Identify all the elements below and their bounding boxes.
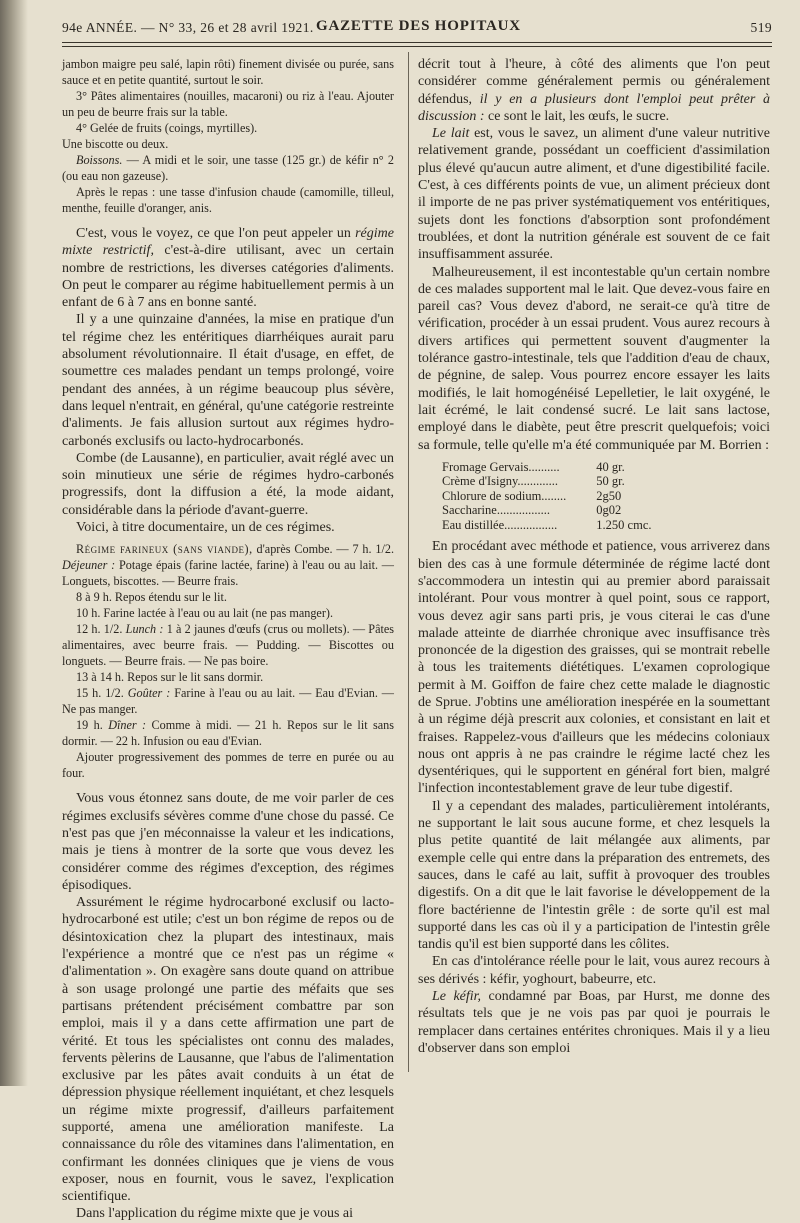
quantity: 50 gr. — [596, 474, 625, 489]
page-number: 519 — [750, 20, 772, 35]
text: est, vous le savez, un aliment d'une valeur nutritive relativement grande, possédant un coefficient d'assimilation plus élevé qu'aucun autre aliment, et d'une digestibilité facile. C'est, à ces différents points de vue, un aliment précieux dont il importe de ne pas priver systématiquement vos entéritiques, sujets dont les fonctions d'absorption sont profondément troublées, et dont la nutrition générale est souvent de ce fait insuffisamment assurée. — [418, 126, 770, 263]
paragraph — [418, 988, 770, 1057]
ingredient: Crème d'Isigny............. — [442, 474, 559, 489]
paragraph: Malheureusement, il est incontestable qu'un certain nombre de ces malades supportent mal le lait. Que devez-vous faire en pareil cas? Vous devez d'abord, ne serait-ce qu'à titre de vérification, procéder à un essai prudent. Vous aurez recours à divers artifices qui permettent souvent d'augmenter la tolérance gastro-intestinale, tels que l'addition d'eau de chaux, de pégnine, de salep. Vous pourrez encore essayer les laits modifiés, le lait homogénéisé Lepelletier, le lait oxygéné, le lait écrémé, le lait condensé sucré. Le lait sans lactose, employé dans le diabète, peut être prescrit quelquefois; voici sa formule, telle qu'elle m'a été communiquée par M. Borrien : — [418, 264, 770, 453]
emphasis: Le kéfir, — [432, 989, 482, 1005]
paragraph: Assurément le régime hydrocarboné exclusif ou lacto-hydrocarboné est utile; c'est un bon régime de repos ou de désintoxication chez la plupart des intestinaux, mais l'expérience a montré que ce n'est pas un régime « d'alimentation ». On exagère sans doute quand on attribue à son usage prolongé une partie des méfaits que ses partisans prétendent précisément combattre par son emploi, mais il y a dans cette affirmation une part de vérité. Et tous les spécialistes ont connu des malades, fervents pèlerins de Lausanne, que l'abus de l'alimentation exclusive par les pâtes avait conduits à un état de dépression physique réellement inquiétant, et chez lesquels un régime mixte progressif, d'ailleurs parfaitement supporté, amena une amélioration manifeste. La connaissance du rôle des vitamines dans l'alimentation, en confirmant les données cliniques que je viens de vous exposer, nous en fournit, vous le savez, l'explication scientifique. — [62, 895, 394, 1205]
paragraph — [62, 225, 394, 311]
formula-row — [442, 474, 652, 489]
paragraph: En cas d'intolérance réelle pour le lait, vous aurez recours à ses dérivés : kéfir, yoghourt, babeurre, etc. — [418, 954, 770, 987]
quantity: 2g50 — [596, 488, 622, 503]
formula-row — [442, 460, 652, 475]
meal-label: Dîner : — [108, 718, 147, 733]
paragraph: En procédant avec méthode et patience, vous arriverez dans bien des cas à une formule déterminée de régime lacté dont s'accommodera un intestin qui au premier abord paraissait intolérant. Pour vous montrer à quel point, sous ce rapport, vous devez agir sans parti pris, je vous citerai le cas d'une malade atteinte de diarrhée chronique avec insuffisance très prononcée de la digestion des graisses, qui se montrait rebelle à tous les traitements diététiques. L'examen coprologique permit à M. Goiffon de faire chez cette malade le diagnostic de Sprue. J'obtins une amélioration inespérée en la soumettant à un régime déjà prescrit aux colonies, et consistant en lait et fraises. Rappelez-vous d'ailleurs que les médecins coloniaux nous ont appris à ne pas craindre le régime lacté chez les dysentériques, qui le supportent en général fort bien, malgré l'infection incontestablement grave de leur tube digestif. — [418, 539, 770, 797]
text: condamné par Boas, par Hurst, me donne des résultats tels que je ne vois pas par quoi je pourrais le remplacer dans certaines entérites chroniques. Mais il y a lieu d'observer dans son emploi — [418, 989, 771, 1056]
emphasis: il y en a plusieurs dont l'emploi peut prêter à discussion : — [418, 91, 770, 124]
paragraph: Voici, à titre documentaire, un de ces régimes. — [76, 520, 335, 536]
issue-line: 94e ANNÉE. — N° 33, 26 et 28 avril 1921. — [62, 20, 314, 35]
binding-spine — [0, 0, 28, 1086]
diet-item: 4° Gelée de fruits (coings, myrtilles). — [76, 121, 258, 135]
header-rule — [62, 42, 772, 43]
text: d'après Combe. — 7 h. 1/2. — [252, 542, 394, 557]
header-rule-2 — [62, 46, 772, 47]
diet-item: jambon maigre peu salé, lapin rôti) finement divisée ou purée, sans sauce et en petite quantité, surtout le soir. — [62, 57, 394, 87]
regime-schedule — [62, 541, 394, 781]
paragraph: Il y a une quinzaine d'années, la mise en pratique d'un tel régime chez les entéritiques diarrhéiques aurait paru absolument révolutionnaire. Il était d'usage, en effet, de soumettre ces malades pendant un temps prolongé, voire pendant des années, à un régime beaucoup plus sévère, dans lequel n'entrait, en général, qu'une catégorie restreinte d'aliments. Je fais allusion surtout aux régimes hydro-carbonés exclusifs ou lacto-hydrocarbonés. — [62, 312, 394, 449]
paragraph: Vous vous étonnez sans doute, de me voir parler de ces régimes exclusifs sévères comme d'une chose du passé. Ce n'est pas que j'en méconnaisse la valeur et les indications, mais je tiens à montrer de la sorte que vous devez les considérer comme des régimes d'exception, des régimes épisodiques. — [62, 791, 394, 893]
left-column — [62, 56, 394, 1223]
paragraph: Il y a cependant des malades, particulièrement intolérants, ne supportant le lait sous aucune forme, et chez lesquels la plus petite quantité de lait mélangée aux aliments, par exemple celle qui entre dans la préparation des entremets, des sauces, dans le café au lait, suffit à provoquer des troubles digestifs. On a dit que le lait favorise le développement de la flore bactérienne de l'intestin grêle : de sorte qu'il est mal supporté dans les cas où il y a participation de l'intestin grêle tandis qu'il est bien supporté dans les côlites. — [418, 798, 770, 953]
journal-title: GAZETTE DES HOPITAUX — [316, 18, 521, 34]
column-divider — [408, 52, 409, 1072]
formula-row — [442, 503, 652, 518]
text: ce sont le lait, les œufs, le sucre. — [484, 108, 670, 124]
text: 19 h. — [76, 718, 109, 733]
paragraph — [418, 56, 770, 125]
meal-label: Déjeuner : — [62, 558, 116, 573]
paragraph: Combe (de Lausanne), en particulier, avait réglé avec un soin minutieux une série de régimes hydro-carbonés progressifs, dont la diffusion a été, la mode aidant, considérable dans la période d'avant-guerre. — [62, 450, 394, 518]
schedule-item — [62, 717, 394, 749]
schedule-item: 13 à 14 h. Repos sur le lit sans dormir. — [76, 670, 264, 685]
ingredient: Chlorure de sodium........ — [442, 488, 567, 503]
emphasis: Le lait — [432, 126, 470, 142]
text: décrit tout à l'heure, à côté des aliments que l'on peut considérer comme généralement permis ou généralement défendus, — [418, 57, 770, 107]
regime-title: Régime farineux (sans viande), — [76, 542, 253, 557]
quantity: 0g02 — [596, 503, 622, 518]
text: 12 h. 1/2. — [76, 622, 126, 637]
schedule-item — [62, 685, 394, 717]
formula-row — [442, 489, 652, 504]
diet-item: 3° Pâtes alimentaires (nouilles, macaroni) ou riz à l'eau. Ajouter un peu de beurre frais sur la table. — [62, 89, 394, 119]
schedule-item — [62, 621, 394, 669]
emphasis: régime mixte restrictif, — [62, 226, 394, 259]
quantity: 40 gr. — [596, 459, 625, 474]
right-column — [418, 56, 770, 1057]
schedule-item: 10 h. Farine lactée à l'eau ou au lait (ne pas manger). — [76, 606, 334, 621]
boissons-text: — A midi et le soir, une tasse (125 gr.) de kéfir n° 2 (ou eau non gazeuse). — [62, 153, 394, 183]
paragraph — [418, 125, 770, 263]
meal-label: Lunch : — [125, 622, 164, 637]
schedule-item: 8 à 9 h. Repos étendu sur le lit. — [76, 590, 227, 605]
text: 15 h. 1/2. — [76, 686, 128, 701]
paragraph: Dans l'application du régime mixte que je vous ai — [76, 1206, 354, 1222]
ingredient: Eau distillée................. — [442, 517, 558, 532]
page-header — [62, 16, 772, 40]
ingredient: Fromage Gervais.......... — [442, 459, 560, 474]
schedule-item — [62, 541, 394, 589]
quantity: 1.250 cmc. — [596, 517, 652, 532]
diet-item: Après le repas : une tasse d'infusion chaude (camomille, tilleul, menthe, feuille d'oranger, anis. — [62, 185, 394, 215]
text: Comme à midi. — 21 h. Repos sur le lit sans dormir. — 22 h. Infusion ou eau d'Evian. — [62, 718, 395, 749]
ingredient: Saccharine................. — [442, 503, 550, 518]
text: 1 à 2 jaunes d'œufs (crus ou mollets). — Pâtes alimentaires, avec beurre frais. — Pudding. — Biscottes ou longuets. — Beurre frais. — Ne pas boire. — [62, 622, 395, 669]
diet-list — [62, 56, 394, 216]
text: Potage épais (farine lactée, farine) à l'eau ou au lait. — Longuets, biscottes. — Beurre frais. — [62, 558, 394, 589]
schedule-item: Ajouter progressivement des pommes de terre en purée ou au four. — [62, 750, 394, 781]
meal-label: Goûter : — [127, 686, 171, 701]
boissons-label: Boissons. — [76, 153, 123, 167]
milk-formula-table — [442, 460, 652, 533]
diet-item: Une biscotte ou deux. — [62, 137, 169, 151]
text: c'est-à-dire utilisant, avec un certain nombre de restrictions, les diverses catégories d'aliments. On peut le comparer au régime habituellement permis à un enfant de 6 à 7 ans en bonne santé. — [62, 243, 394, 311]
diet-item — [62, 152, 394, 184]
formula-row — [442, 518, 652, 533]
text: C'est, vous le voyez, ce que l'on peut appeler un — [76, 226, 356, 241]
text: Farine à l'eau ou au lait. — Eau d'Evian. — Ne pas manger. — [62, 686, 394, 717]
